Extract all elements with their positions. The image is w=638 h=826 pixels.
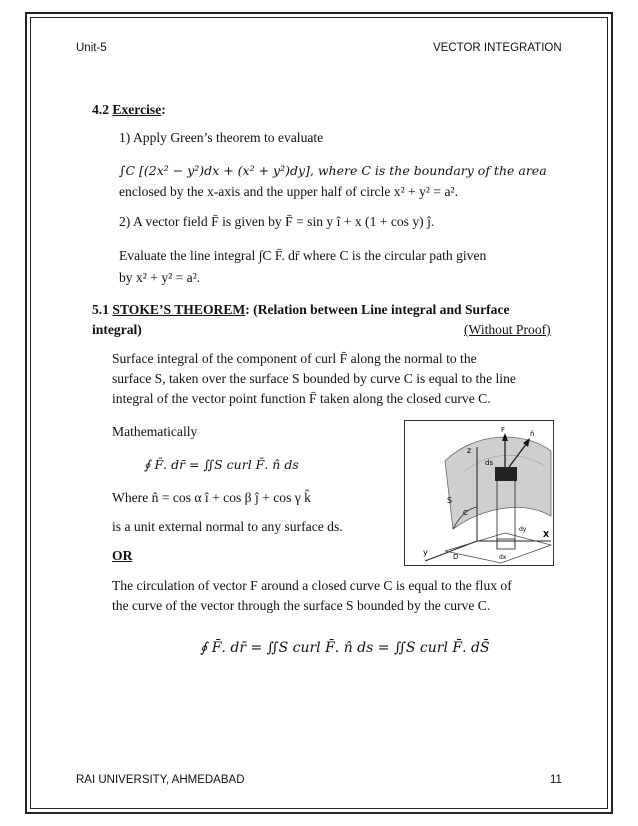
stokes-equation	[144, 457, 299, 473]
section-note: (Without Proof)	[464, 322, 551, 337]
label-dx: dx	[499, 554, 507, 561]
page-number: 11	[550, 774, 562, 786]
q1-formula	[119, 163, 547, 179]
unit-normal-where: Where n̂ = cos α î + cos β ĵ + cos γ k̂	[112, 490, 311, 505]
or-separator: OR	[112, 548, 133, 563]
para1-line3: integral of the vector point function F̄ taken along the closed curve C.	[112, 391, 491, 406]
exercise-heading	[92, 102, 166, 118]
q1-intro: 1) Apply Green’s theorem to evaluate	[119, 130, 324, 145]
exercise-number: 4.2	[92, 102, 109, 117]
label-f: F	[501, 426, 506, 434]
label-ds: ds	[485, 459, 494, 467]
label-d: D	[453, 553, 459, 561]
q2-evaluate: Evaluate the line integral ∫C F̄. dr̄ where C is the circular path given	[119, 248, 487, 263]
stokes-figure-diagram	[405, 421, 553, 565]
q2-field: 2) A vector field F̄ is given by F̄ = sin y î + x (1 + cos y) ĵ.	[119, 214, 435, 229]
stokes-equation-text: ∮ F̄. dr̄ = ∬S curl F̄. n̂ ds	[144, 457, 299, 472]
q2-path: by x² + y² = a².	[119, 270, 201, 285]
para2-line2: the curve of the vector through the surface S bounded by the curve C.	[112, 598, 491, 613]
q1-formula-text: ∫C [(2x² − y²)dx + (x² + y²)dy], where C is the boundary of the area	[119, 163, 547, 178]
footer-university: RAI UNIVERSITY, AHMEDABAD	[76, 774, 245, 786]
unit-normal-description: is a unit external normal to any surface ds.	[112, 519, 343, 534]
exercise-title: Exercise	[112, 102, 162, 117]
q1-region: enclosed by the x-axis and the upper half of circle x² + y² = a².	[119, 184, 458, 199]
para1-line2: surface S, taken over the surface S bounded by curve C is equal to the line	[112, 371, 516, 386]
para1-line1: Surface integral of the component of curl F̄ along the normal to the	[112, 351, 477, 366]
section-subtitle-line1: : (Relation between Line integral and Surface	[245, 302, 510, 317]
label-dy: dy	[519, 526, 527, 533]
surface-s	[445, 437, 551, 529]
mathematically-label: Mathematically	[112, 424, 198, 439]
ds-element	[495, 467, 517, 481]
stokes-equation-expanded-text: ∮ F̄. dr̄ = ∬S curl F̄. n̂ ds = ∬S curl F̄. dS̄	[200, 640, 490, 656]
label-y: y	[423, 548, 428, 557]
label-s: S	[447, 496, 453, 505]
para2-line1: The circulation of vector F around a closed curve C is equal to the flux of	[112, 578, 512, 593]
section-subtitle-line2: integral)	[92, 322, 142, 337]
label-x: X	[543, 530, 550, 539]
label-c: C	[463, 509, 468, 517]
section-heading	[92, 302, 510, 318]
header-unit: Unit-5	[76, 42, 107, 54]
region-d	[445, 533, 551, 563]
label-n: n̂	[530, 430, 535, 438]
stokes-equation-expanded	[200, 640, 490, 656]
stokes-figure	[404, 420, 554, 566]
label-z: z	[467, 446, 472, 455]
section-number: 5.1	[92, 302, 109, 317]
section-title: STOKE’S THEOREM	[112, 302, 246, 317]
header-title: VECTOR INTEGRATION	[433, 42, 562, 54]
exercise-colon: :	[161, 102, 166, 117]
